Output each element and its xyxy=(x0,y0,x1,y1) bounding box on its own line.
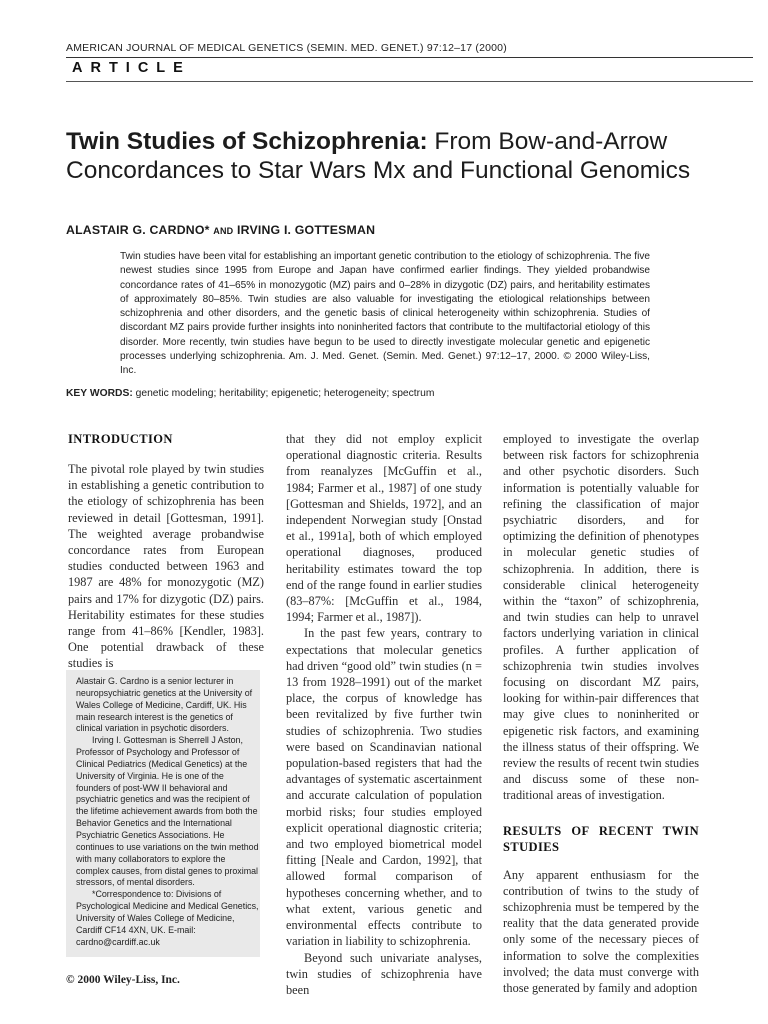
header-rule-top xyxy=(66,57,753,58)
col2-paragraph-2: In the past few years, contrary to expectations that molecular genetics had driven “good old” twin studies (n = 13 from 1928–1991) out of the market place, the corpus of knowledge has been revitalized by five further twin studies of schizophrenia. Two studies were based on Scandinavian national population-based registers that had the advantages of systematic ascertainment and accurate calculation of population morbid risks; four studies employed explicit operational diagnostic criteria; and two employed biometrical model fitting [Neale and Cardon, 1992], that allowed formal comparison of hypotheses concerning whether, and to what extent, various genetic and environmental effects contribute to variation in liability to schizophrenia. xyxy=(286,626,482,949)
author-first: ALASTAIR G. CARDNO* xyxy=(66,223,210,237)
col3-paragraph-2: Any apparent enthusiasm for the contribution of twins to the study of schizophrenia must be tempered by the reality that the data generated provide only some of the necessary pieces of information to solve the complexities involved; the data must converge with those generated by family and adoption xyxy=(503,867,699,996)
title-bold-part: Twin Studies of Schizophrenia: xyxy=(66,128,428,155)
author-line xyxy=(66,223,375,237)
keywords xyxy=(66,388,434,399)
article-title xyxy=(66,128,726,185)
keywords-text: genetic modeling; heritability; epigenetic; heterogeneity; spectrum xyxy=(132,388,435,399)
col2-paragraph-3: Beyond such univariate analyses, twin studies of schizophrenia have been xyxy=(286,950,482,997)
col3-paragraph-1: employed to investigate the overlap between risk factors for schizophrenia and other psychotic disorders. Such information is potentially valuable for refining the classification of major psychiatric disorders, and for optimizing the definition of phenotypes in molecular genetic studies of schizophrenia. In addition, there is considerable clinical heterogeneity within the “taxon” of schizophrenia, and twin studies can help to unravel factors underlying variation in clinical profiles. A further application of schizophrenia twin studies involves focusing on discordant MZ pairs, looking for within-pair differences that may give clues to noninherited or epigenetic risk factors, and examining the illness status of their offspring. We review the results of recent twin studies and discuss some of these non-traditional areas of investigation. xyxy=(503,432,699,803)
bio-gottesman: Irving I. Gottesman is Sherrell J Aston, Professor of Psychology and Professor of Clinical Pediatrics (Medical Genetics) at the University of Virginia. He is one of the founders of post-WW II behavioral and psychiatric genetics and was the recipient of the lifetime achievement awards from both the Behavior Genetics and the International Psychiatric Genetics Associations. He continues to use variations on the twin method with many collaborators to explore the complex causes, from distal genes to proximal stressors, of mental disorders. xyxy=(76,735,259,888)
author-bio-box xyxy=(66,670,260,957)
title-rest: From Bow-and-Arrow Concordances to Star Wars Mx and Functional Genomics xyxy=(66,128,691,184)
body-column-1 xyxy=(68,431,264,672)
copyright-notice: © 2000 Wiley-Liss, Inc. xyxy=(66,974,180,986)
author-conjunction: AND xyxy=(213,226,234,236)
header-rule-bottom xyxy=(66,81,753,82)
section-label: ARTICLE xyxy=(72,60,191,76)
bio-cardno: Alastair G. Cardno is a senior lecturer in neuropsychiatric genetics at the University of Wales College of Medicine, Cardiff, UK. His main research interest is the genetics of clinical variation in psychotic disorders. xyxy=(76,676,253,734)
body-column-3 xyxy=(503,431,699,996)
author-second: IRVING I. GOTTESMAN xyxy=(236,223,376,237)
keywords-label: KEY WORDS: xyxy=(66,388,133,399)
results-heading: RESULTS OF RECENT TWIN STUDIES xyxy=(503,823,699,854)
journal-citation: AMERICAN JOURNAL OF MEDICAL GENETICS (SEMIN. MED. GENET.) 97:12–17 (2000) xyxy=(66,42,507,54)
introduction-heading: INTRODUCTION xyxy=(68,432,173,446)
abstract: Twin studies have been vital for establishing an important genetic contribution to the etiology of schizophrenia. The five newest studies since 1995 from Europe and Japan have confirmed earlier findings. They yielded probandwise concordance rates of 41–65% in monozygotic (MZ) pairs and 0–28% in dizygotic (DZ) pairs, and heritability estimates of approximately 80–85%. Twin studies are also valuable for investigating the etiological relationships between schizophrenia and other disorders, and the genetic basis of clinical heterogeneity within schizophrenia. Studies of discordant MZ pairs provide further insights into noninherited factors that contribute to the multifactorial etiology of this disorder. More recently, twin studies have begun to be used to directly investigate molecular genetic and epigenetic processes underlying schizophrenia. Am. J. Med. Genet. (Semin. Med. Genet.) 97:12–17, 2000. © 2000 Wiley-Liss, Inc. xyxy=(120,251,650,377)
col2-paragraph-1: that they did not employ explicit operational diagnostic criteria. Results from reanalyzes [McGuffin et al., 1984; Farmer et al., 1987] of one study [Gottesman and Shields, 1972], and an independent Norwegian study [Onstad et al., 1991a], both of which employed operational diagnoses, produced heritability estimates toward the top end of the range found in earlier studies (83–87%: [McGuffin et al., 1984, 1994; Farmer et al., 1987]). xyxy=(286,432,482,625)
body-column-2 xyxy=(286,431,482,998)
bio-correspondence: *Correspondence to: Divisions of Psychological Medicine and Medical Genetics, University of Wales College of Medicine, Cardiff CF14 4XN, UK. E-mail: cardno@cardiff.ac.uk xyxy=(76,889,259,947)
col1-paragraph: The pivotal role played by twin studies in establishing a genetic contribution to the etiology of schizophrenia has been reviewed in detail [Gottesman, 1991]. The weighted average probandwise concordance rates from European studies conducted between 1963 and 1987 are 48% for monozygotic (MZ) pairs and 17% for dizygotic (DZ) pairs. Heritability estimates for these studies range from 41–86% [Kendler, 1983]. One potential drawback of these studies is xyxy=(68,462,264,671)
